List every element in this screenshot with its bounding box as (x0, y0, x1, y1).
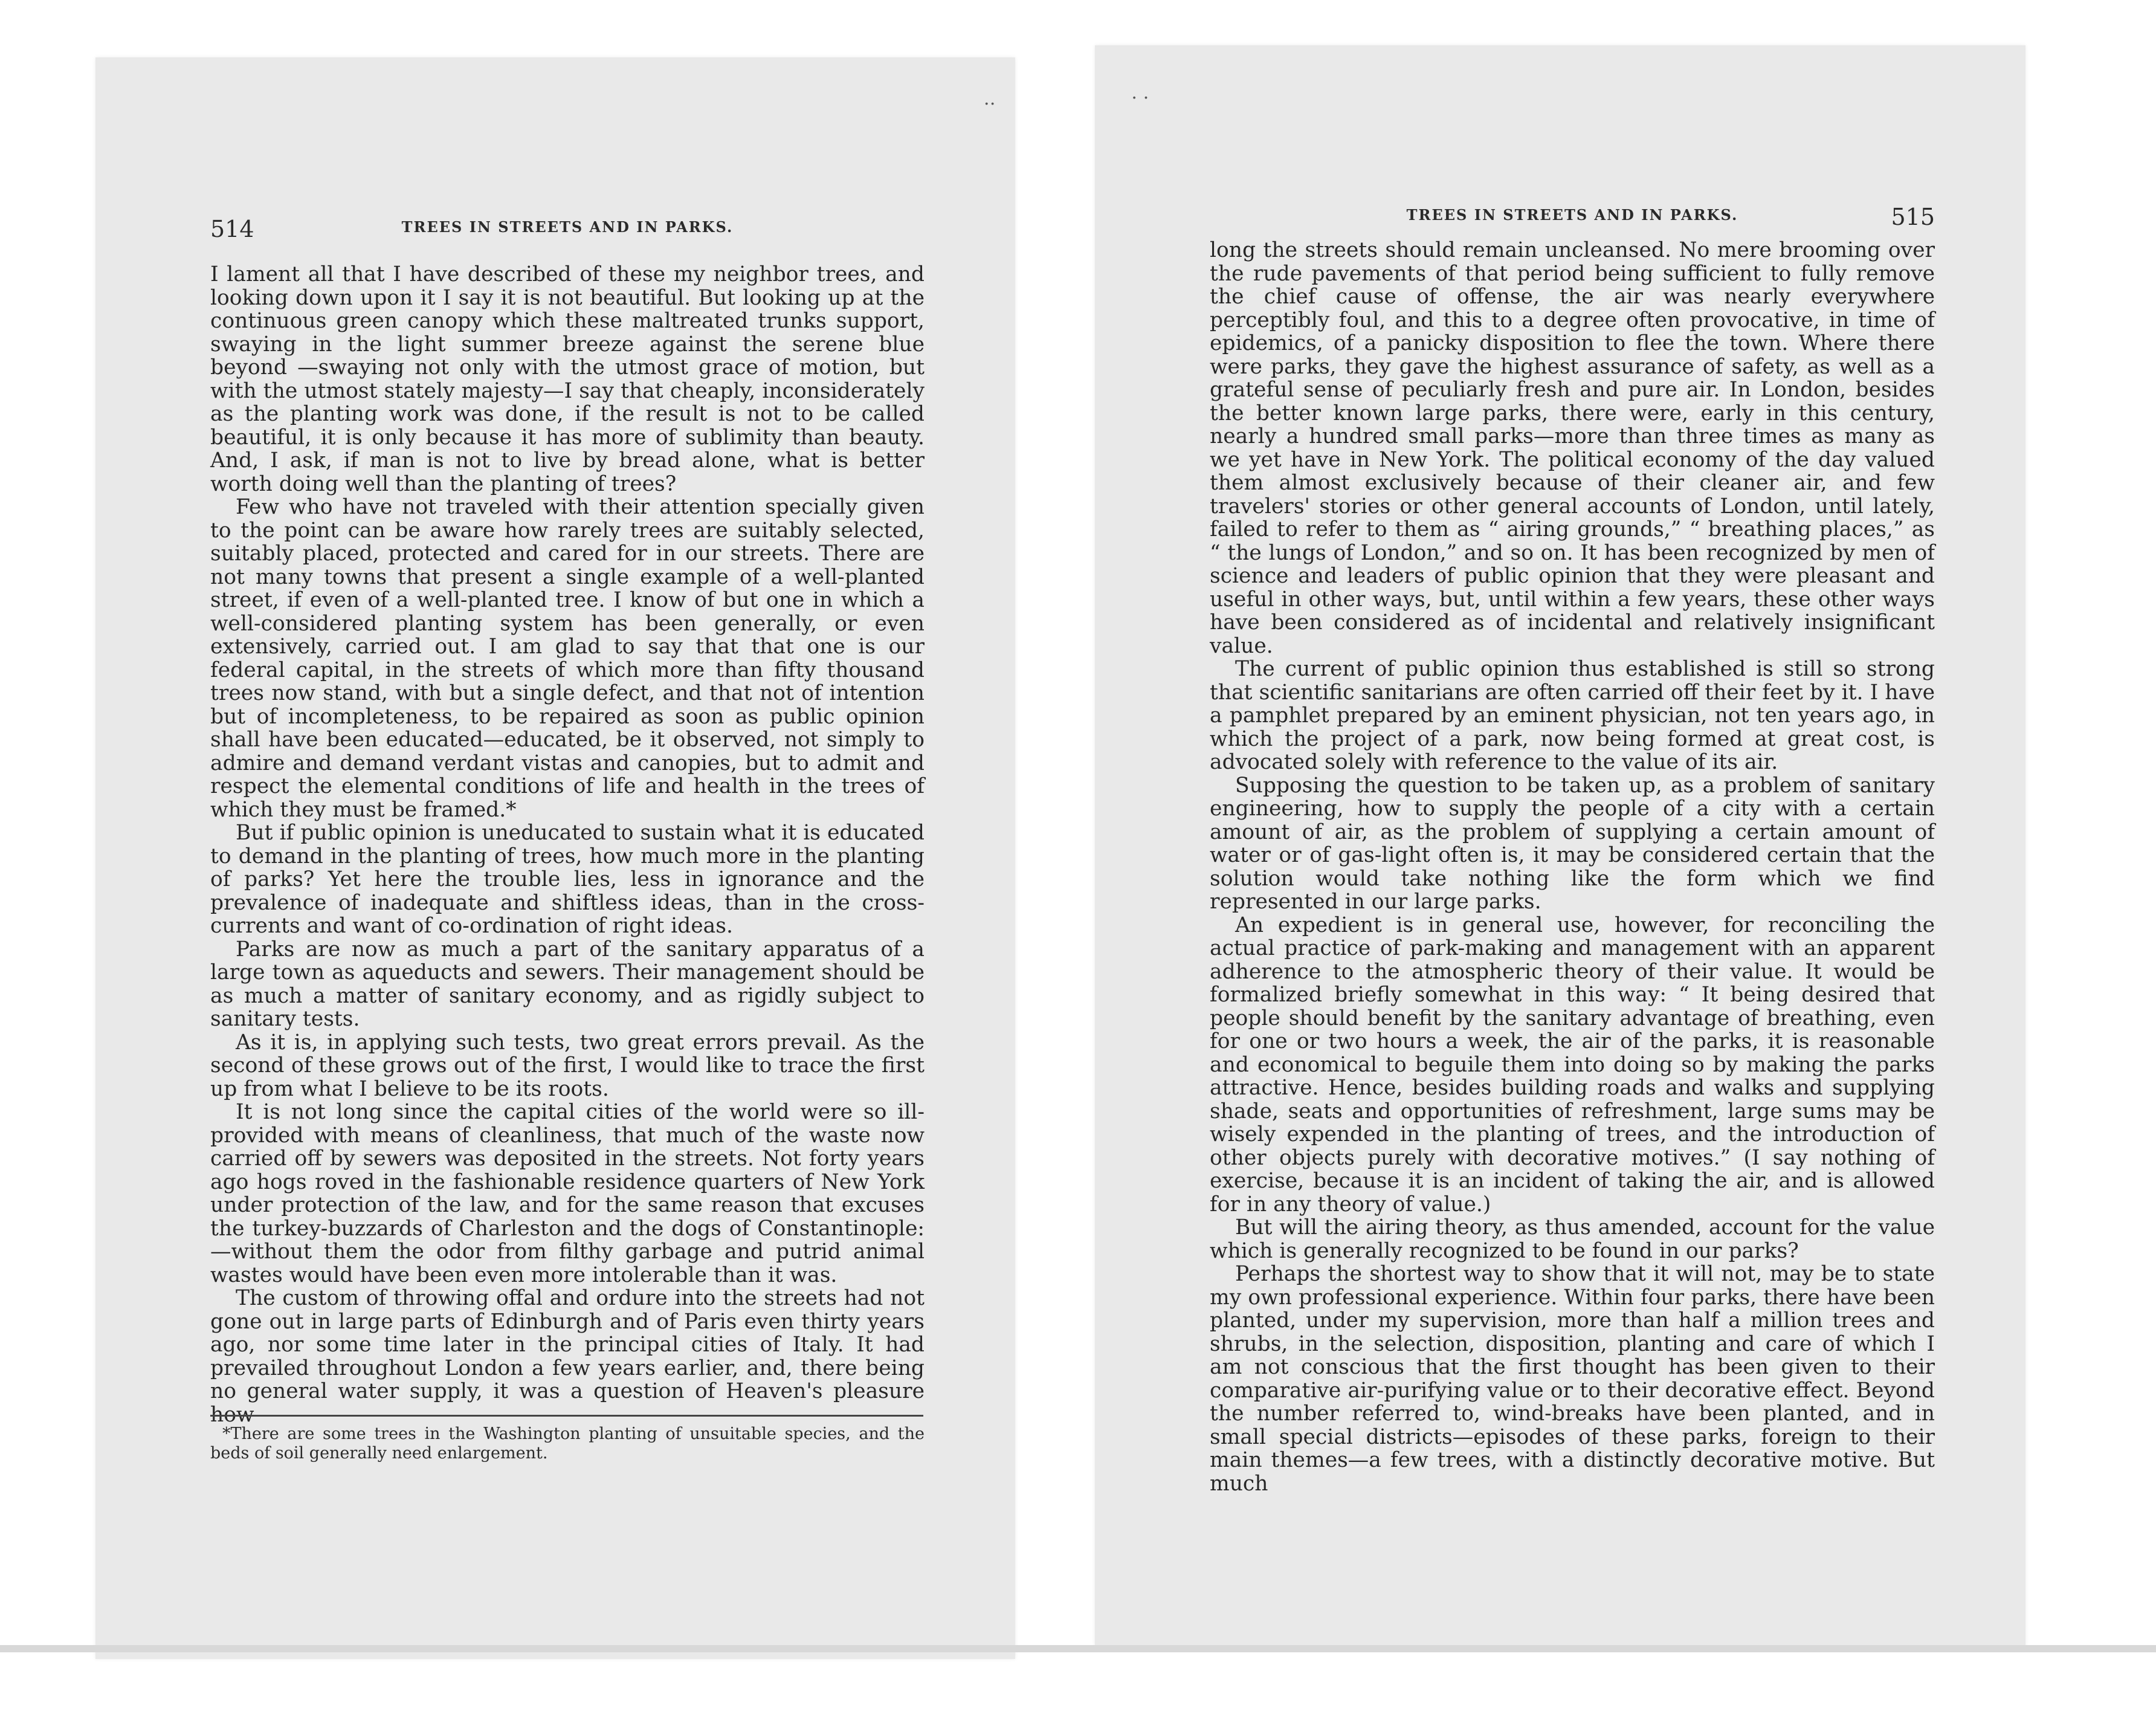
running-head-right (1210, 204, 1935, 240)
paragraph: The custom of throwing offal and ordure into the streets had not gone out in large parts of Edinburgh and of Paris even thirty years ago, nor some time later in the principal cities of Italy. It had prevailed throughout London a few years earlier, and, there being no general water supply, it was a question of Heaven's pleasure how (210, 1286, 925, 1427)
paragraph: But will the airing theory, as thus amended, account for the value which is generally recognized to be found in our parks? (1210, 1215, 1935, 1263)
paragraph: Supposing the question to be taken up, as a problem of sanitary engineering, how to supply the people of a city with a certain amount of air, as the problem of supplying a certain amount of water or of gas-light often is, it may be considered certain that the solution would take nothing like the form which we find represented in our large parks. (1210, 773, 1935, 914)
ink-marks: ⋅ · (1131, 88, 1149, 109)
paragraph: The current of public opinion thus established is still so strong that scientific sanitarians are often carried off their feet by it. I have a pamphlet prepared by an eminent physician, not ten years ago, in which the project of a park, now being formed at great cost, is advocated solely with reference to the value of its air. (1210, 657, 1935, 774)
running-head-title: TREES IN STREETS AND IN PARKS. (1406, 206, 1738, 224)
footnote-divider (210, 1415, 923, 1417)
paragraph: But if public opinion is uneducated to sustain what it is educated to demand in the planting of trees, how much more in the planting of parks? Yet here the trouble lies, less in ignorance and the prevalence of inadequate and shiftless ideas, than in the cross-currents and want of co-ordination of right ideas. (210, 821, 925, 938)
paragraph: I lament all that I have described of these my neighbor trees, and looking down upon it I say it is not beautiful. But looking up at the continuous green canopy which these maltreated trunks support, swaying in the light summer breeze against the serene blue beyond —swaying not only with the utmost grace of motion, but with the utmost stately majesty—I say that cheaply, inconsiderately as the planting work was done, if the result is not to be called beautiful, it is only because it has more of sublimity than beauty. And, I ask, if man is not to live by bread alone, what is better worth doing well than the planting of trees? (210, 262, 925, 496)
right-page (1095, 45, 2025, 1647)
paragraph: Perhaps the shortest way to show that it will not, may be to state my own professional experience. Within four parks, there have been planted, under my supervision, more than half a million trees and shrubs, in the selection, disposition, planting and care of which I am not conscious that the first thought has been given to their comparative air-purifying value or to their decorative effect. Beyond the number referred to, wind-breaks have been planted, and in small special districts—episodes of these parks, foreign to their main themes—a few trees, with a distinctly decorative motive. But much (1210, 1262, 1935, 1496)
left-page (95, 57, 1015, 1659)
left-body-text (210, 263, 925, 1426)
page-number: 514 (210, 216, 254, 242)
paragraph: As it is, in applying such tests, two great errors prevail. As the second of these grows out of the first, I would like to trace the first up from what I believe to be its roots. (210, 1030, 925, 1101)
paragraph: long the streets should remain uncleansed. No mere brooming over the rude pavements of that period being sufficient to fully remove the chief cause of offense, the air was nearly everywhere perceptibly foul, and this to a degree often provocative, in time of epidemics, of a panicky disposition to flee the town. Where there were parks, they gave the highest assurance of safety, as well as a grateful sense of peculiarly fresh and pure air. In London, besides the better known large parks, there were, early in this century, nearly a hundred small parks—more than three times as many as we yet have in New York. The political economy of the day valued them almost exclusively because of their cleaner air, and few travelers' stories or other general accounts of London, until lately, failed to refer to them as “ airing grounds,” “ breathing places,” as “ the lungs of London,” and so on. It has been recognized by men of science and leaders of public opinion that they were pleasant and useful in other ways, but, until within a few years, these other ways have been considered as of incidental and relatively insignificant value. (1210, 238, 1935, 658)
running-head-left (210, 216, 925, 252)
paragraph: An expedient is in general use, however, for reconciling the actual practice of park-making and management with an apparent adherence to the atmospheric theory of their value. It would be formalized briefly somewhat in this way: “ It being desired that people should benefit by the sanitary advantage of breathing, even for one or two hours a week, the air of the parks, it is reasonable and economical to beguile them into doing so by making the parks attractive. Hence, besides building roads and walks and supplying shade, seats and opportunities of refreshment, large sums may be wisely expended in the planting of trees, and the introduction of other objects purely with decorative motives.” (I say nothing of exercise, because it is an incident of taking the air, and is allowed for in any theory of value.) (1210, 913, 1935, 1217)
paragraph: Few who have not traveled with their attention specially given to the point can be aware how rarely trees are suitably selected, suitably placed, protected and cared for in our streets. There are not many towns that present a single example of a well-planted street, if even of a well-planted tree. I know of but one in which a well-considered planting system has been generally, or even extensively, carried out. I am glad to say that that one is our federal capital, in the streets of which more than fifty thousand trees now stand, with but a single defect, and that not of intention but of incompleteness, to be repaired as soon as public opinion shall have been educated—educated, be it observed, not simply to admire and demand verdant vistas and canopies, but to admit and respect the elemental conditions of life and health in the trees of which they must be framed.* (210, 495, 925, 822)
paragraph: Parks are now as much a part of the sanitary apparatus of a large town as aqueducts and sewers. Their management should be as much a matter of sanitary economy, and as rigidly subject to sanitary tests. (210, 937, 925, 1031)
ink-marks: ·⋅ (984, 94, 996, 115)
scan-bottom-edge (0, 1645, 2156, 1652)
paragraph: It is not long since the capital cities of the world were so ill-provided with means of cleanliness, that much of the waste now carried off by sewers was deposited in the streets. Not forty years ago hogs roved in the fashionable residence quarters of New York under protection of the law, and for the same reason that excuses the turkey-buzzards of Charleston and the dogs of Constantinople:—without them the odor from filthy garbage and putrid animal wastes would have been even more intolerable than it was. (210, 1100, 925, 1287)
footnote: *There are some trees in the Washington planting of unsuitable species, and the beds of soil generally need enlargement. (210, 1424, 925, 1463)
page-number: 515 (1891, 204, 1935, 230)
running-head-title: TREES IN STREETS AND IN PARKS. (401, 218, 734, 236)
right-body-text (1210, 239, 1935, 1495)
